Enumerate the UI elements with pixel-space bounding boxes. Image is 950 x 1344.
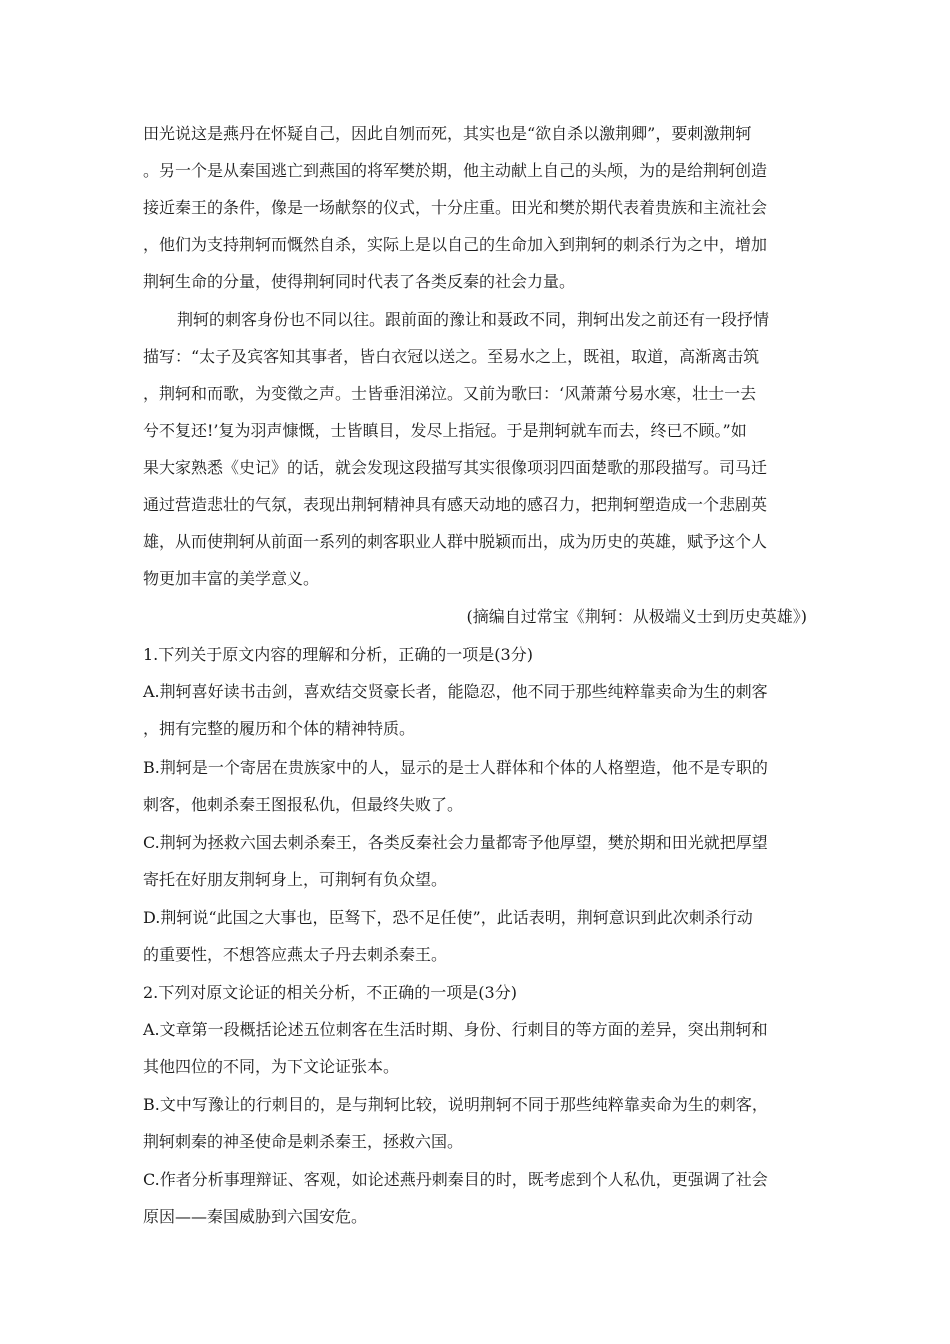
passage-line: 接近秦王的条件，像是一场献祭的仪式，十分庄重。田光和樊於期代表着贵族和主流社会 [143, 198, 768, 217]
passage-line: 通过营造悲壮的气氛，表现出荆轲精神具有感天动地的感召力，把荆轲塑造成一个悲剧英 [143, 495, 768, 514]
passage-line: ，他们为支持荆轲而慨然自杀，实际上是以自己的生命加入到荆轲的刺杀行为之中，增加 [143, 235, 768, 254]
question-1-option-d: D.荆轲说“此国之大事也，臣驽下，恐不足任使”，此话表明，荆轲意识到此次刺杀行动 [143, 908, 753, 927]
question-2-option-b-cont: 荆轲刺秦的神圣使命是刺杀秦王，拯救六国。 [143, 1132, 464, 1151]
question-2-option-a: A.文章第一段概括论述五位刺客在生活时期、身份、行刺目的等方面的差异，突出荆轲和 [143, 1020, 768, 1039]
question-2-option-c: C.作者分析事理辩证、客观，如论述燕丹刺秦目的时，既考虑到个人私仇，更强调了社会 [143, 1170, 768, 1189]
question-1-option-c-cont: 寄托在好朋友荆轲身上，可荆轲有负众望。 [143, 870, 448, 889]
question-1-option-d-cont: 的重要性，不想答应燕太子丹去刺杀秦王。 [143, 945, 448, 964]
passage-source: (摘编自过常宝《荆轲：从极端义士到历史英雄》) [466, 607, 807, 626]
passage-line: 雄，从而使荆轲从前面一系列的刺客职业人群中脱颖而出，成为历史的英雄，赋予这个人 [143, 532, 768, 551]
question-1-option-b: B.荆轲是一个寄居在贵族家中的人，显示的是士人群体和个体的人格塑造，他不是专职的 [143, 758, 768, 777]
question-1-option-a: A.荆轲喜好读书击剑，喜欢结交贤豪长者，能隐忍，他不同于那些纯粹靠卖命为生的刺客 [143, 682, 768, 701]
question-2-option-b: B.文中写豫让的行刺目的，是与荆轲比较，说明荆轲不同于那些纯粹靠卖命为生的刺客， [143, 1095, 768, 1114]
question-1-stem: 1.下列关于原文内容的理解和分析，正确的一项是(3分) [143, 645, 533, 664]
passage-line: 荆轲生命的分量，使得荆轲同时代表了各类反秦的社会力量。 [143, 272, 576, 291]
passage-line: 果大家熟悉《史记》的话，就会发现这段描写其实很像项羽四面楚歌的那段描写。司马迁 [143, 458, 768, 477]
passage-line: 。另一个是从秦国逃亡到燕国的将军樊於期，他主动献上自己的头颅，为的是给荆轲创造 [143, 161, 768, 180]
question-1-option-c: C.荆轲为拯救六国去刺杀秦王，各类反秦社会力量都寄予他厚望，樊於期和田光就把厚望 [143, 833, 768, 852]
passage-line: ，荆轲和而歌，为变徵之声。士皆垂泪涕泣。又前为歌曰：‘风萧萧兮易水寒，壮士一去 [143, 384, 757, 403]
passage-line: 兮不复还!’复为羽声慷慨，士皆瞋目，发尽上指冠。于是荆轲就车而去，终已不顾。”如 [143, 421, 747, 440]
passage-line: 荆轲的刺客身份也不同以往。跟前面的豫让和聂政不同，荆轲出发之前还有一段抒情 [177, 310, 770, 329]
question-1-option-a-cont: ，拥有完整的履历和个体的精神特质。 [143, 719, 416, 738]
question-2-stem: 2.下列对原文论证的相关分析，不正确的一项是(3分) [143, 983, 517, 1002]
passage-line: 描写：“太子及宾客知其事者，皆白衣冠以送之。至易水之上，既祖，取道，高渐离击筑 [143, 347, 760, 366]
question-2-option-c-cont: 原因——秦国威胁到六国安危。 [143, 1207, 368, 1226]
question-2-option-a-cont: 其他四位的不同，为下文论证张本。 [143, 1057, 400, 1076]
passage-line: 田光说这是燕丹在怀疑自己，因此自刎而死，其实也是“欲自杀以激荆卿”，要刺激荆轲 [143, 124, 752, 143]
passage-line: 物更加丰富的美学意义。 [143, 569, 320, 588]
question-1-option-b-cont: 刺客，他刺杀秦王图报私仇，但最终失败了。 [143, 795, 464, 814]
